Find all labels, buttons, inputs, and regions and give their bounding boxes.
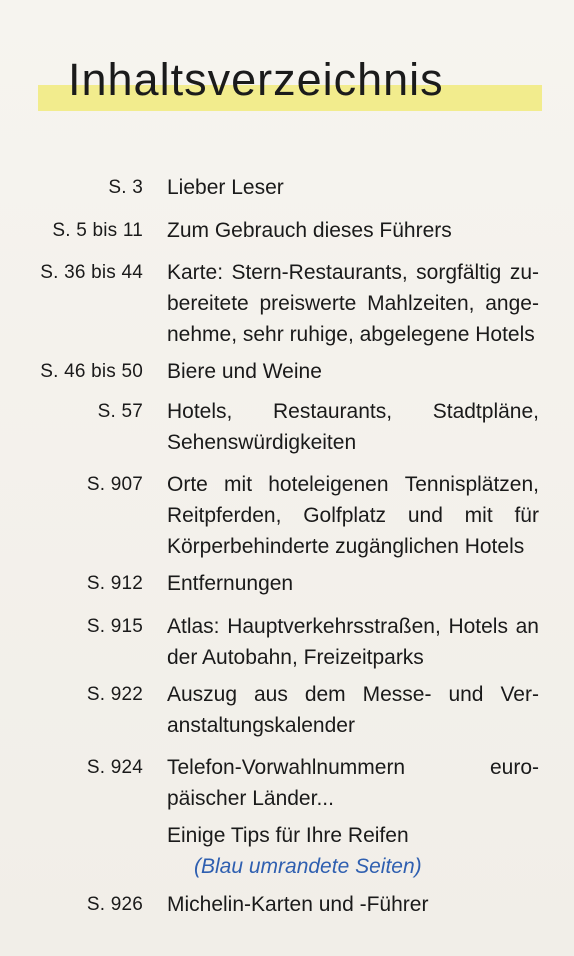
page-reference: S. 3	[108, 177, 143, 198]
page-reference: S. 5 bis 11	[52, 220, 143, 241]
entry-line: Auszug aus dem Messe- und Ver-	[167, 683, 539, 706]
entry-line: Lieber Leser	[167, 176, 284, 199]
page-reference: S. 57	[97, 401, 143, 422]
entry-description	[167, 679, 539, 741]
entry-line: Telefon-Vorwahlnummern euro-	[167, 756, 539, 779]
entry-description	[167, 469, 539, 562]
entry-line: päischer Länder...	[167, 787, 334, 810]
entry-description	[167, 889, 539, 920]
entry-line: Orte mit hoteleigenen Tennisplätzen,	[167, 473, 539, 496]
entry-description	[167, 820, 539, 882]
entry-line: Michelin-Karten und -Führer	[167, 893, 429, 916]
entry-description	[167, 752, 539, 814]
entry-line: Karte: Stern-Restaurants, sorgfältig zu-	[167, 261, 539, 284]
entry-line: Sehenswürdigkeiten	[167, 431, 357, 454]
entry-line: Einige Tips für Ihre Reifen	[167, 824, 409, 847]
entry-line: Biere und Weine	[167, 360, 322, 383]
page-reference: S. 926	[86, 894, 143, 915]
entry-line: Zum Gebrauch dieses Führers	[167, 219, 452, 242]
entry-description	[167, 172, 539, 203]
page-reference: S. 907	[86, 474, 143, 495]
entry-description	[167, 568, 539, 599]
entry-line: nehme, sehr ruhige, abgelegene Hotels	[167, 323, 535, 346]
entry-line: anstaltungskalender	[167, 714, 355, 737]
entry-line: Atlas: Hauptverkehrsstraßen, Hotels an	[167, 615, 539, 638]
title-block	[38, 52, 542, 112]
entry-line: bereitete preiswerte Mahlzeiten, ange-	[167, 292, 539, 315]
page-reference: S. 922	[86, 684, 143, 705]
entry-subnote: (Blau umrandete Seiten)	[194, 855, 422, 878]
entry-line: der Autobahn, Freizeitparks	[167, 646, 424, 669]
entry-description	[167, 257, 539, 350]
entry-line: Entfernungen	[167, 572, 294, 595]
page-reference: S. 915	[86, 616, 143, 637]
entry-description	[167, 356, 539, 387]
entry-line: Hotels, Restaurants, Stadtpläne,	[167, 400, 539, 423]
page-reference: S. 912	[86, 573, 143, 594]
entry-line: Körperbehinderte zugänglichen Hotels	[167, 535, 525, 558]
entry-line: Reitpferden, Golfplatz und mit für	[167, 504, 539, 527]
page-reference: S. 46 bis 50	[40, 361, 143, 382]
page-reference: S. 36 bis 44	[40, 262, 143, 283]
entry-description	[167, 215, 539, 246]
entry-description	[167, 396, 539, 458]
page-title: Inhaltsverzeichnis	[68, 54, 444, 105]
entry-description	[167, 611, 539, 673]
page-reference: S. 924	[86, 757, 143, 778]
